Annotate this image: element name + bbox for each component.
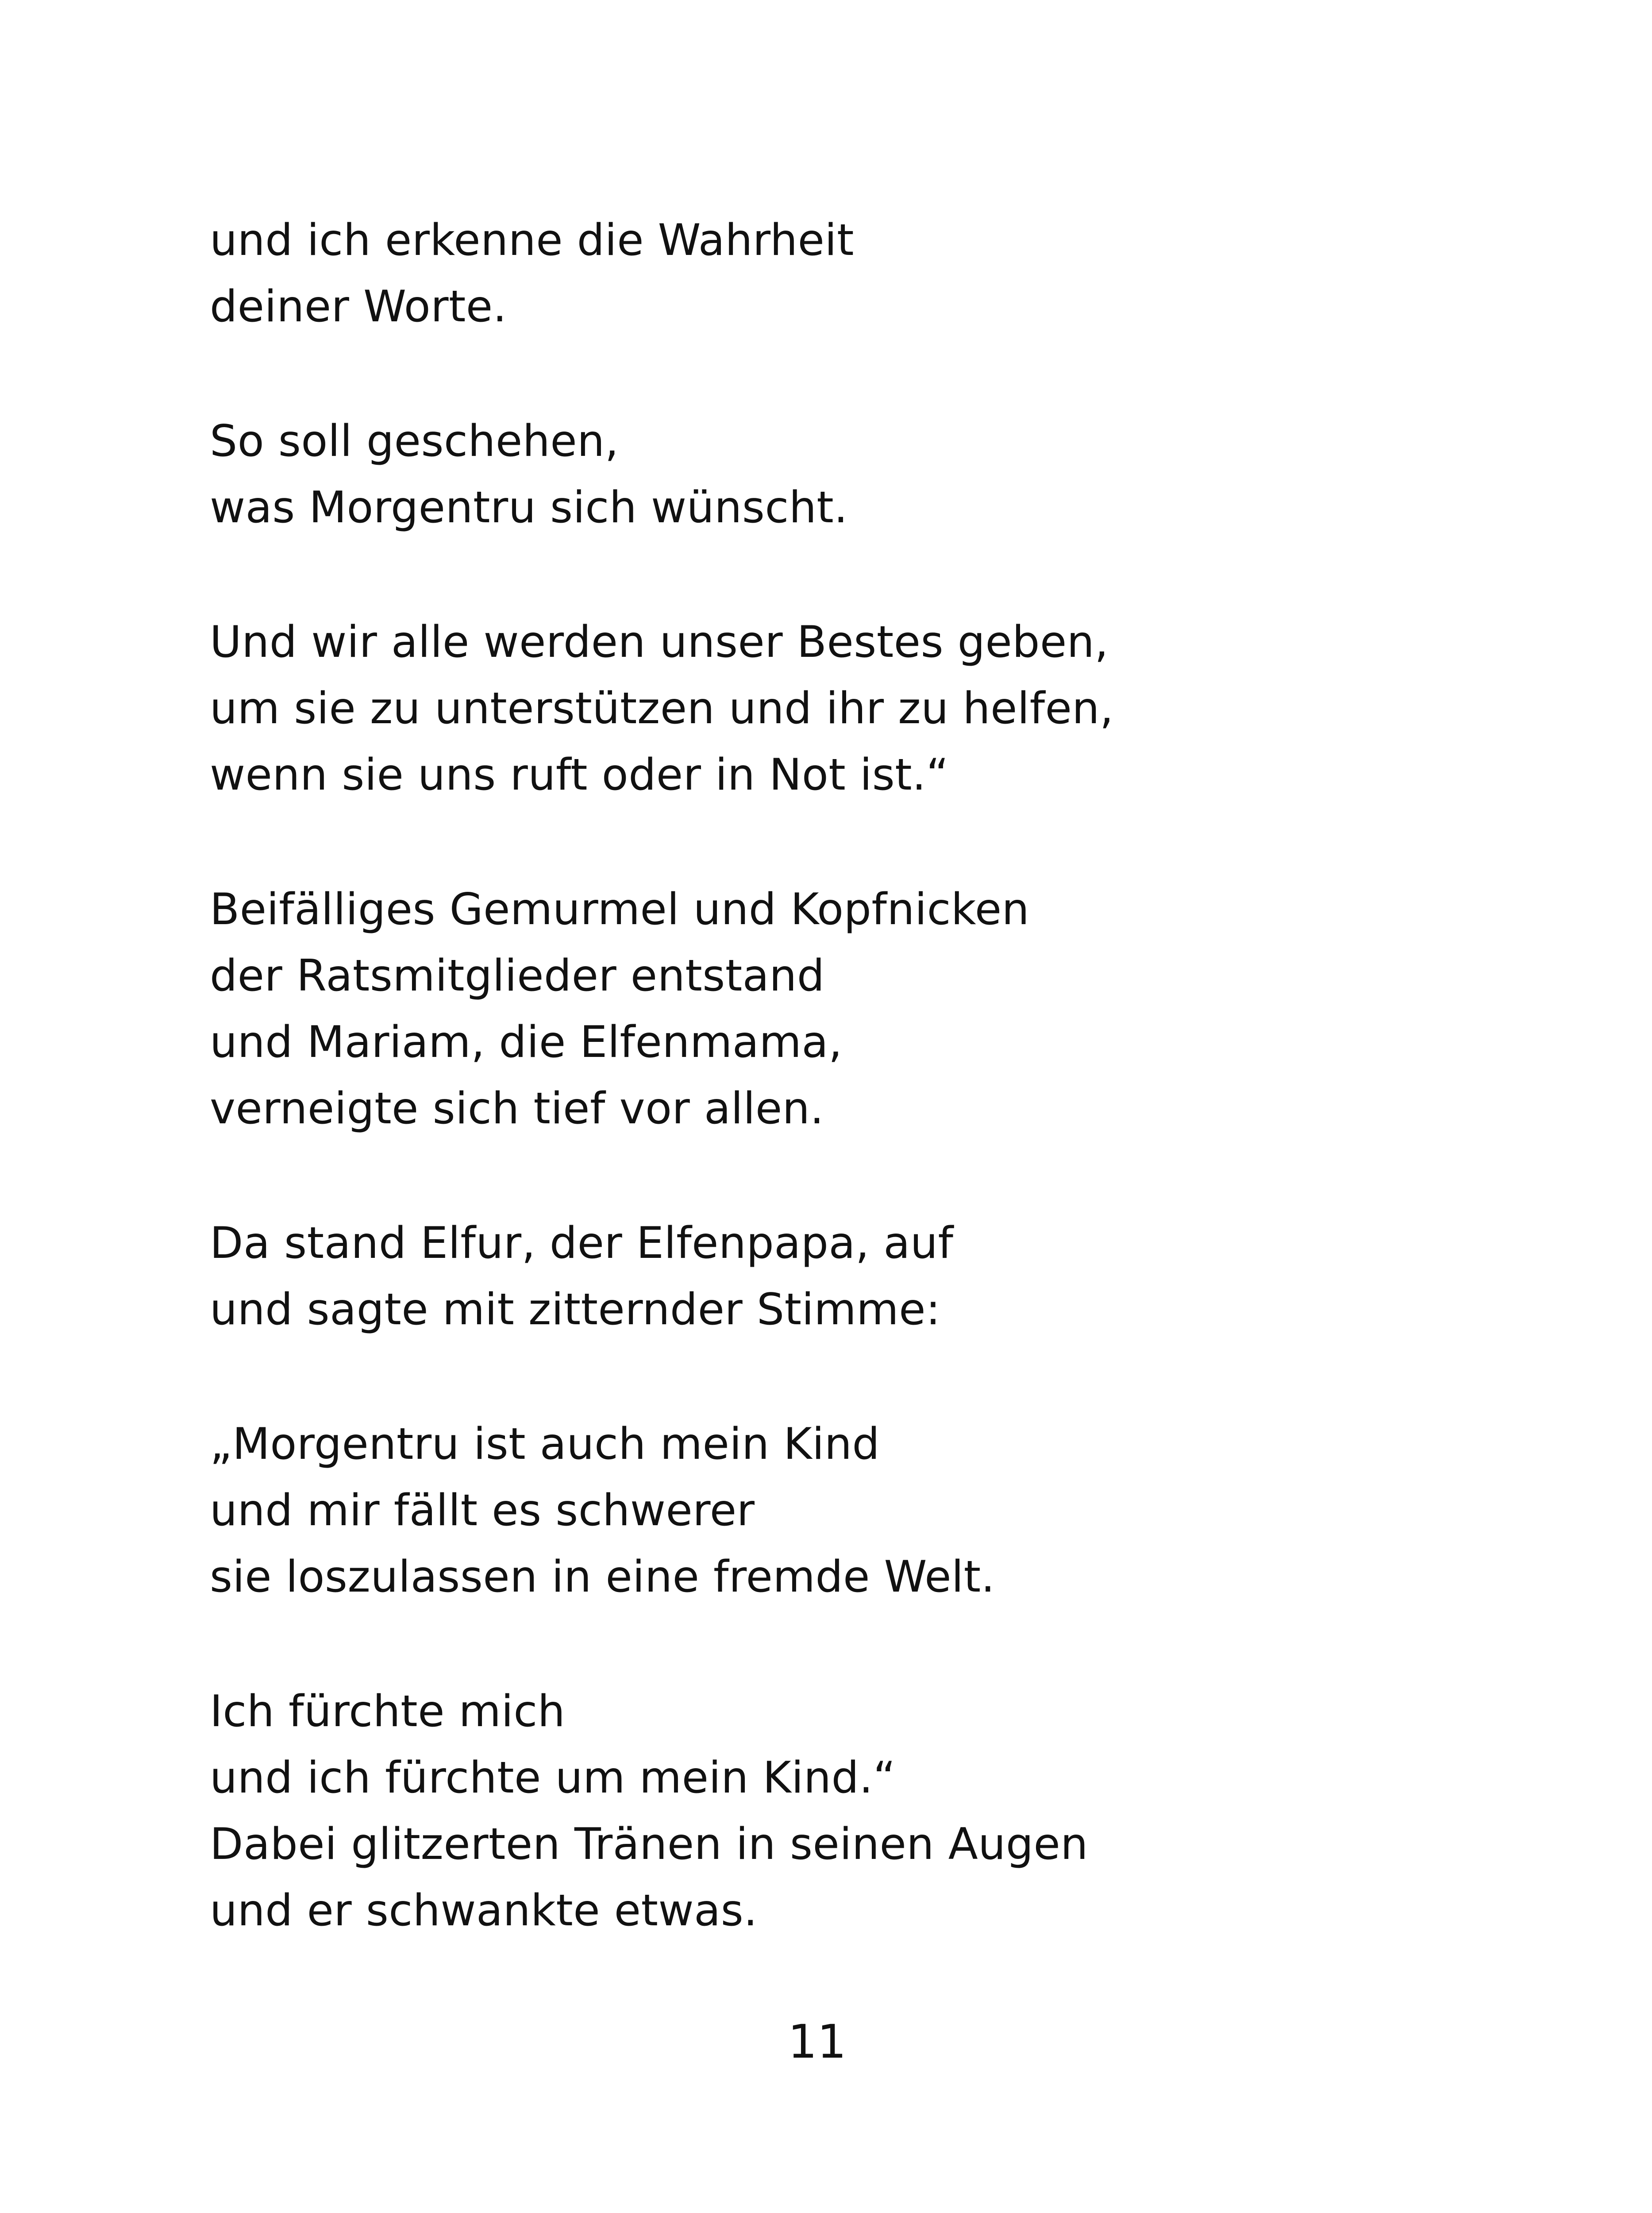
page-number-label: 11 [788,2015,847,2069]
text-line: und ich fürchte um mein Kind.“ [210,1753,896,1803]
stanza-7 [210,1678,1537,1944]
text-line: sie loszulassen in eine fremde Welt. [210,1552,995,1602]
story-text [210,207,1537,1944]
text-line: wenn sie uns ruft oder in Not ist.“ [210,750,949,800]
stanza-5 [210,1210,1537,1343]
text-line: was Morgentru sich wünscht. [210,482,848,533]
stanza-1 [210,207,1537,340]
stanza-4 [210,876,1537,1142]
text-line: So soll geschehen, [210,416,619,467]
text-line: Beifälliges Gemurmel und Kopfnicken [210,884,1030,935]
text-line: Dabei glitzerten Tränen in seinen Augen [210,1819,1088,1870]
text-line: der Ratsmitglieder entstand [210,951,825,1001]
page-number [0,2009,1652,2075]
text-line: Und wir alle werden unser Bestes geben, [210,617,1109,667]
text-line: „Morgentru ist auch mein Kind [210,1419,880,1469]
text-line: deiner Worte. [210,281,507,332]
text-line: Da stand Elfur, der Elfenpapa, auf [210,1218,954,1268]
text-line: und er schwankte etwas. [210,1885,758,1936]
stanza-6 [210,1411,1537,1610]
text-line: um sie zu unterstützen und ihr zu helfen, [210,683,1114,734]
text-line: und ich erkenne die Wahrheit [210,215,855,266]
text-line: Ich fürchte mich [210,1686,566,1737]
text-line: und Mariam, die Elfenmama, [210,1017,843,1068]
text-line: und sagte mit zitternder Stimme: [210,1284,941,1335]
stanza-3 [210,609,1537,808]
stanza-2 [210,408,1537,541]
text-line: verneigte sich tief vor allen. [210,1083,824,1134]
text-line: und mir fällt es schwerer [210,1485,755,1536]
